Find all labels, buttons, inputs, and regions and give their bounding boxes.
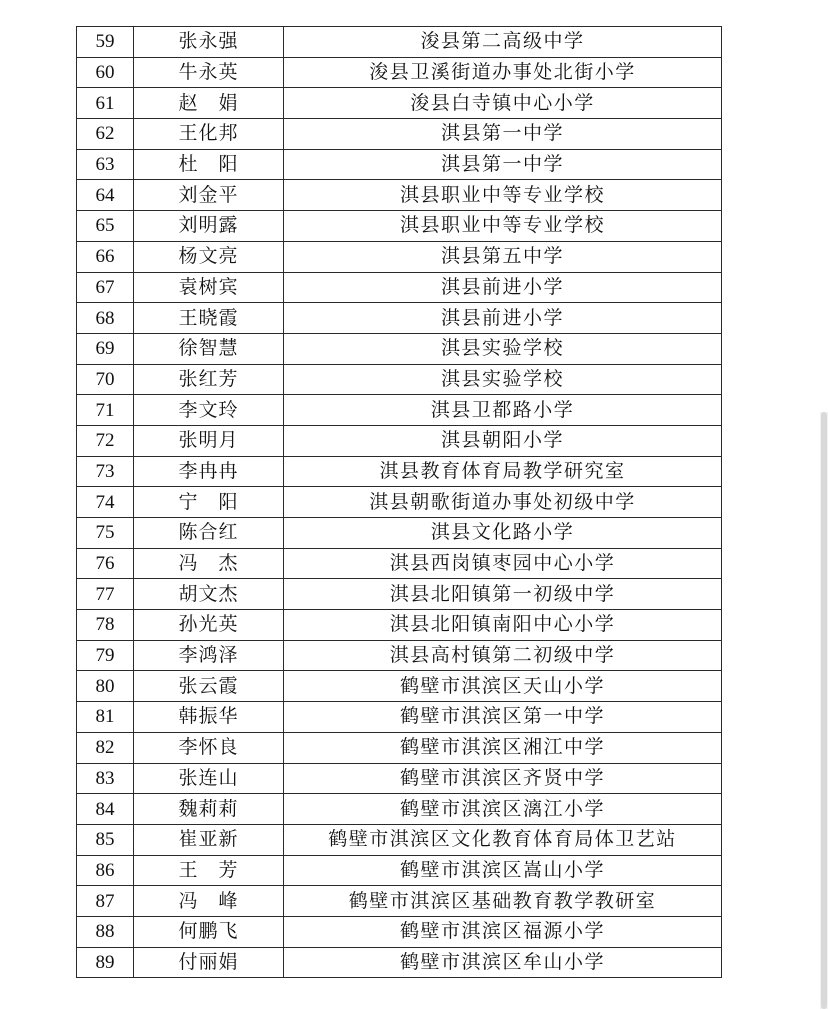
table-row bbox=[77, 241, 722, 272]
school-name-cell: 淇县职业中等专业学校 bbox=[284, 211, 722, 242]
table-row bbox=[77, 855, 722, 886]
school-name-cell: 淇县朝歌街道办事处初级中学 bbox=[284, 487, 722, 518]
teacher-name-cell: 袁树宾 bbox=[134, 272, 284, 303]
table-row bbox=[77, 579, 722, 610]
school-name-cell: 淇县前进小学 bbox=[284, 272, 722, 303]
table-row bbox=[77, 916, 722, 947]
school-name-cell: 鹤壁市淇滨区漓江小学 bbox=[284, 794, 722, 825]
scrollbar-thumb[interactable] bbox=[821, 412, 827, 1009]
table-row bbox=[77, 211, 722, 242]
roster-table bbox=[76, 26, 722, 978]
teacher-name-cell: 冯 杰 bbox=[134, 548, 284, 579]
row-number-cell: 65 bbox=[77, 211, 134, 242]
teacher-name-cell: 张连山 bbox=[134, 763, 284, 794]
row-number-cell: 68 bbox=[77, 303, 134, 334]
row-number-cell: 73 bbox=[77, 456, 134, 487]
row-number-cell: 67 bbox=[77, 272, 134, 303]
school-name-cell: 鹤壁市淇滨区嵩山小学 bbox=[284, 855, 722, 886]
row-number-cell: 70 bbox=[77, 364, 134, 395]
school-name-cell: 鹤壁市淇滨区福源小学 bbox=[284, 916, 722, 947]
row-number-cell: 87 bbox=[77, 886, 134, 917]
row-number-cell: 62 bbox=[77, 119, 134, 150]
row-number-cell: 78 bbox=[77, 610, 134, 641]
table-row bbox=[77, 425, 722, 456]
school-name-cell: 淇县第一中学 bbox=[284, 149, 722, 180]
row-number-cell: 79 bbox=[77, 640, 134, 671]
table-row bbox=[77, 149, 722, 180]
table-row bbox=[77, 57, 722, 88]
row-number-cell: 61 bbox=[77, 88, 134, 119]
school-name-cell: 淇县实验学校 bbox=[284, 333, 722, 364]
table-row bbox=[77, 947, 722, 978]
teacher-name-cell: 孙光英 bbox=[134, 610, 284, 641]
school-name-cell: 淇县卫都路小学 bbox=[284, 395, 722, 426]
school-name-cell: 浚县卫溪街道办事处北街小学 bbox=[284, 57, 722, 88]
school-name-cell: 淇县教育体育局教学研究室 bbox=[284, 456, 722, 487]
school-name-cell: 鹤壁市淇滨区湘江中学 bbox=[284, 732, 722, 763]
school-name-cell: 鹤壁市淇滨区基础教育教学教研室 bbox=[284, 886, 722, 917]
teacher-name-cell: 杜 阳 bbox=[134, 149, 284, 180]
teacher-name-cell: 崔亚新 bbox=[134, 824, 284, 855]
school-name-cell: 鹤壁市淇滨区第一中学 bbox=[284, 702, 722, 733]
teacher-name-cell: 王化邦 bbox=[134, 119, 284, 150]
table-row bbox=[77, 303, 722, 334]
table-row bbox=[77, 794, 722, 825]
school-name-cell: 淇县第一中学 bbox=[284, 119, 722, 150]
school-name-cell: 浚县第二高级中学 bbox=[284, 27, 722, 58]
school-name-cell: 淇县北阳镇第一初级中学 bbox=[284, 579, 722, 610]
row-number-cell: 83 bbox=[77, 763, 134, 794]
teacher-name-cell: 何鹏飞 bbox=[134, 916, 284, 947]
row-number-cell: 66 bbox=[77, 241, 134, 272]
table-row bbox=[77, 824, 722, 855]
teacher-name-cell: 宁 阳 bbox=[134, 487, 284, 518]
teacher-name-cell: 付丽娟 bbox=[134, 947, 284, 978]
table-row bbox=[77, 364, 722, 395]
teacher-name-cell: 胡文杰 bbox=[134, 579, 284, 610]
row-number-cell: 77 bbox=[77, 579, 134, 610]
table-row bbox=[77, 88, 722, 119]
table-row bbox=[77, 518, 722, 549]
row-number-cell: 74 bbox=[77, 487, 134, 518]
row-number-cell: 84 bbox=[77, 794, 134, 825]
table-row bbox=[77, 180, 722, 211]
school-name-cell: 淇县文化路小学 bbox=[284, 518, 722, 549]
teacher-name-cell: 李鸿泽 bbox=[134, 640, 284, 671]
school-name-cell: 鹤壁市淇滨区齐贤中学 bbox=[284, 763, 722, 794]
table-row bbox=[77, 27, 722, 58]
school-name-cell: 淇县高村镇第二初级中学 bbox=[284, 640, 722, 671]
teacher-name-cell: 李文玲 bbox=[134, 395, 284, 426]
row-number-cell: 72 bbox=[77, 425, 134, 456]
table-row bbox=[77, 671, 722, 702]
teacher-name-cell: 张永强 bbox=[134, 27, 284, 58]
teacher-name-cell: 韩振华 bbox=[134, 702, 284, 733]
table-row bbox=[77, 456, 722, 487]
row-number-cell: 69 bbox=[77, 333, 134, 364]
teacher-name-cell: 陈合红 bbox=[134, 518, 284, 549]
row-number-cell: 76 bbox=[77, 548, 134, 579]
teacher-name-cell: 张云霞 bbox=[134, 671, 284, 702]
row-number-cell: 63 bbox=[77, 149, 134, 180]
row-number-cell: 85 bbox=[77, 824, 134, 855]
school-name-cell: 淇县西岗镇枣园中心小学 bbox=[284, 548, 722, 579]
table-row bbox=[77, 487, 722, 518]
table-row bbox=[77, 333, 722, 364]
table-row bbox=[77, 119, 722, 150]
teacher-name-cell: 冯 峰 bbox=[134, 886, 284, 917]
row-number-cell: 59 bbox=[77, 27, 134, 58]
row-number-cell: 81 bbox=[77, 702, 134, 733]
teacher-name-cell: 刘明露 bbox=[134, 211, 284, 242]
teacher-name-cell: 赵 娟 bbox=[134, 88, 284, 119]
table-row bbox=[77, 763, 722, 794]
teacher-name-cell: 张红芳 bbox=[134, 364, 284, 395]
school-name-cell: 淇县职业中等专业学校 bbox=[284, 180, 722, 211]
teacher-name-cell: 王 芳 bbox=[134, 855, 284, 886]
row-number-cell: 88 bbox=[77, 916, 134, 947]
table-row bbox=[77, 732, 722, 763]
row-number-cell: 64 bbox=[77, 180, 134, 211]
table-row bbox=[77, 886, 722, 917]
teacher-name-cell: 刘金平 bbox=[134, 180, 284, 211]
school-name-cell: 淇县朝阳小学 bbox=[284, 425, 722, 456]
table-row bbox=[77, 702, 722, 733]
teacher-name-cell: 张明月 bbox=[134, 425, 284, 456]
school-name-cell: 淇县实验学校 bbox=[284, 364, 722, 395]
school-name-cell: 淇县前进小学 bbox=[284, 303, 722, 334]
teacher-name-cell: 杨文亮 bbox=[134, 241, 284, 272]
teacher-name-cell: 牛永英 bbox=[134, 57, 284, 88]
row-number-cell: 71 bbox=[77, 395, 134, 426]
row-number-cell: 75 bbox=[77, 518, 134, 549]
row-number-cell: 80 bbox=[77, 671, 134, 702]
teacher-name-cell: 李怀良 bbox=[134, 732, 284, 763]
teacher-name-cell: 魏莉莉 bbox=[134, 794, 284, 825]
school-name-cell: 淇县北阳镇南阳中心小学 bbox=[284, 610, 722, 641]
teacher-name-cell: 王晓霞 bbox=[134, 303, 284, 334]
row-number-cell: 89 bbox=[77, 947, 134, 978]
row-number-cell: 86 bbox=[77, 855, 134, 886]
school-name-cell: 鹤壁市淇滨区天山小学 bbox=[284, 671, 722, 702]
school-name-cell: 浚县白寺镇中心小学 bbox=[284, 88, 722, 119]
table-row bbox=[77, 640, 722, 671]
table-row bbox=[77, 548, 722, 579]
table-row bbox=[77, 395, 722, 426]
teacher-name-cell: 李冉冉 bbox=[134, 456, 284, 487]
row-number-cell: 60 bbox=[77, 57, 134, 88]
teacher-name-cell: 徐智慧 bbox=[134, 333, 284, 364]
page-top-margin bbox=[0, 0, 828, 22]
table-row bbox=[77, 610, 722, 641]
school-name-cell: 鹤壁市淇滨区牟山小学 bbox=[284, 947, 722, 978]
roster-table-body bbox=[77, 27, 722, 978]
table-row bbox=[77, 272, 722, 303]
row-number-cell: 82 bbox=[77, 732, 134, 763]
school-name-cell: 鹤壁市淇滨区文化教育体育局体卫艺站 bbox=[284, 824, 722, 855]
school-name-cell: 淇县第五中学 bbox=[284, 241, 722, 272]
